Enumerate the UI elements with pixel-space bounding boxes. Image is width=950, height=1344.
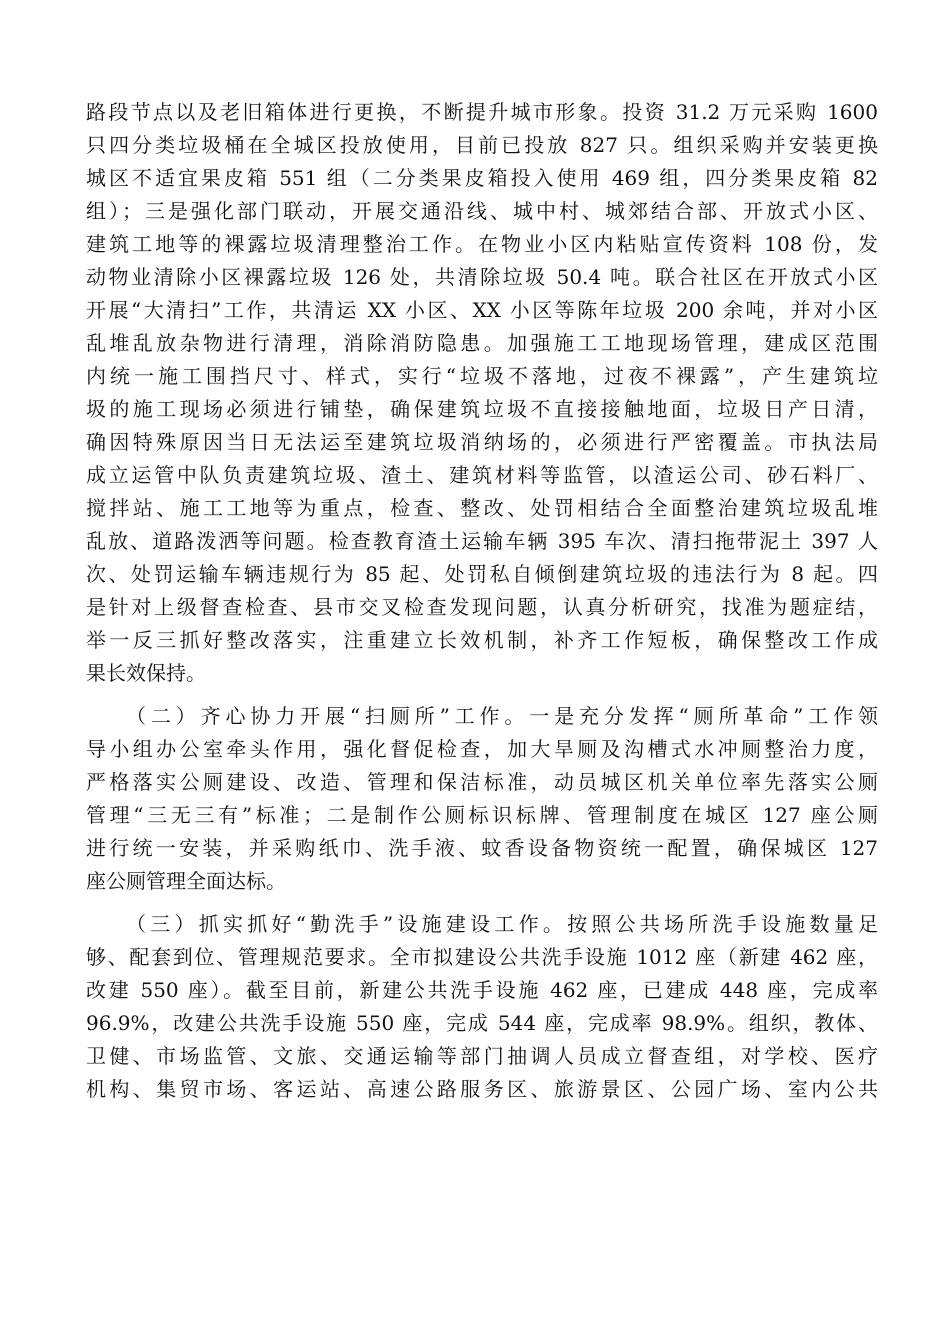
- paragraph-handwashing: [86, 908, 878, 1106]
- text-line: 乱放、道路泼洒等问题。检查教育渣土运输车辆 395 车次、清扫拖带泥土 397 人: [86, 529, 878, 553]
- text-line: 举一反三抓好整改落实，注重建立长效机制，补齐工作短板，确保整改工作成: [86, 628, 878, 652]
- text-line: 城区不适宜果皮箱 551 组（二分类果皮箱投入使用 469 组，四分类果皮箱 82: [86, 166, 878, 190]
- text-line: （三）抓实抓好“勤洗手”设施建设工作。按照公共场所洗手设施数量足: [126, 912, 878, 936]
- text-line: 搅拌站、施工工地等为重点，检查、整改、处罚相结合全面整治建筑垃圾乱堆: [86, 496, 878, 520]
- text-line: 圾的施工现场必须进行铺垫，确保建筑垃圾不直接接触地面，垃圾日产日清，: [86, 397, 878, 421]
- text-line: 果长效保持。: [86, 661, 206, 685]
- text-line: 座公厕管理全面达标。: [86, 869, 286, 893]
- document-page: [86, 96, 878, 1106]
- text-line: 建筑工地等的裸露垃圾清理整治工作。在物业小区内粘贴宣传资料 108 份，发: [86, 232, 878, 256]
- text-line: 严格落实公厕建设、改造、管理和保洁标准，动员城区机关单位率先落实公厕: [86, 770, 878, 794]
- text-line: 管理“三无三有”标准；二是制作公厕标识标牌、管理制度在城区 127 座公厕: [86, 803, 878, 827]
- text-line: 乱堆乱放杂物进行清理，消除消防隐患。加强施工工地现场管理，建成区范围: [86, 331, 878, 355]
- text-line: 卫健、市场监管、文旅、交通运输等部门抽调人员成立督查组，对学校、医疗: [86, 1044, 878, 1068]
- text-line: 组）；三是强化部门联动，开展交通沿线、城中村、城郊结合部、开放式小区、: [86, 199, 878, 223]
- text-line: 进行统一安装，并采购纸巾、洗手液、蚊香设备物资统一配置，确保城区 127: [86, 836, 878, 860]
- text-line: 96.9%，改建公共洗手设施 550 座，完成 544 座，完成率 98.9%。组织，教体、: [86, 1011, 878, 1035]
- text-line: （二）齐心协力开展“扫厕所”工作。一是充分发挥“厕所革命”工作领: [126, 704, 878, 728]
- text-line: 成立运管中队负责建筑垃圾、渣土、建筑材料等监管，以渣运公司、砂石料厂、: [86, 463, 878, 487]
- text-line: 只四分类垃圾桶在全城区投放使用，目前已投放 827 只。组织采购并安装更换: [86, 133, 878, 157]
- text-line: 机构、集贸市场、客运站、高速公路服务区、旅游景区、公园广场、室内公共: [86, 1077, 878, 1101]
- text-line: 是针对上级督查检查、县市交叉检查发现问题，认真分析研究，找准为题症结，: [86, 595, 878, 619]
- text-line: 改建 550 座）。截至目前，新建公共洗手设施 462 座，已建成 448 座，完成率: [86, 978, 878, 1002]
- text-line: 确因特殊原因当日无法运至建筑垃圾消纳场的，必须进行严密覆盖。市执法局: [86, 430, 878, 454]
- paragraph-sanitation: [86, 96, 878, 690]
- text-line: 路段节点以及老旧箱体进行更换，不断提升城市形象。投资 31.2 万元采购 1600: [86, 100, 878, 124]
- text-line: 够、配套到位、管理规范要求。全市拟建设公共洗手设施 1012 座（新建 462 座，: [86, 945, 878, 969]
- text-line: 次、处罚运输车辆违规行为 85 起、处罚私自倾倒建筑垃圾的违法行为 8 起。四: [86, 562, 878, 586]
- paragraph-toilets: [86, 700, 878, 898]
- text-line: 内统一施工围挡尺寸、样式，实行“垃圾不落地，过夜不裸露”，产生建筑垃: [86, 364, 878, 388]
- text-line: 动物业清除小区裸露垃圾 126 处，共清除垃圾 50.4 吨。联合社区在开放式小区: [86, 265, 878, 289]
- text-line: 导小组办公室牵头作用，强化督促检查，加大旱厕及沟槽式水冲厕整治力度，: [86, 737, 878, 761]
- text-line: 开展“大清扫”工作，共清运 XX 小区、XX 小区等陈年垃圾 200 余吨，并对小区: [86, 298, 878, 322]
